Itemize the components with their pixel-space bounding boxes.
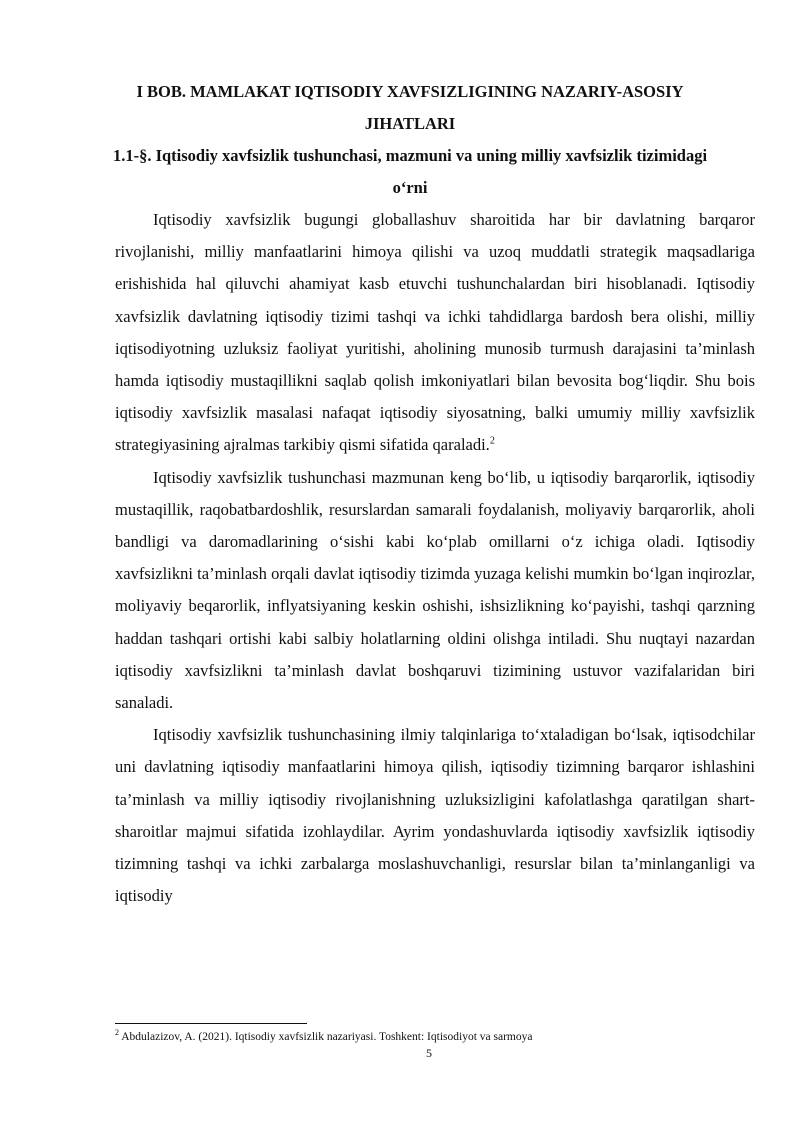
section-title: 1.1-§. Iqtisodiy xavfsizlik tushunchasi, mazmuni va uning milliy xavfsizlik tizimidagi o‘rni [112,146,708,197]
paragraph-1-text: Iqtisodiy xavfsizlik bugungi globallashuv sharoitida har bir davlatning barqaror rivojlanishi, milliy manfaatlarini himoya qilishi va uzoq muddatli strategik maqsadlariga erishishida hal qiluvchi ahamiyat kasb etuvchi tushunchalardan biri hisoblanadi. Iqtisodiy xavfsizlik davlatning iqtisodiy tizimi tashqi va ichki tahdidlarga bardosh bera olishi, milliy iqtisodiyotning uzluksiz faoliyat yuritishi, aholining munosib turmush darajasini ta’minlash hamda iqtisodiy mustaqillikni saqlab qolish imkoniyatlari bilan bevosita bog‘liqdir. Shu bois iqtisodiy xavfsizlik masalasi nafaqat iqtisodiy siyosatning, balki umumiy milliy xavfsizlik strategiyasining ajralmas tarkibiy qismi sifatida qaraladi. [115,210,755,455]
body-text [115,204,755,912]
paragraph-1 [115,204,755,462]
footnote-text: Abdulazizov, A. (2021). Iqtisodiy xavfsizlik nazariyasi. Toshkent: Iqtisodiyot va sarmoya [121,1031,533,1043]
footnote [115,1030,755,1045]
footnote-number: 2 [115,1028,119,1038]
chapter-title: I BOB. MAMLAKAT IQTISODIY XAVFSIZLIGINING NAZARIY-ASOSIY JIHATLARI [136,82,684,133]
footnote-reference: 2 [489,435,495,447]
paragraph-3: Iqtisodiy xavfsizlik tushunchasining ilmiy talqinlariga to‘xtaladigan bo‘lsak, iqtisodchilar uni davlatning iqtisodiy manfaatlarini himoya qilish, iqtisodiy tizimning barqaror ishlashini ta’minlash va milliy iqtisodiy rivojlanishning uzluksizligini kafolatlashga qaratilgan shart-sharoitlar majmui sifatida izohlaydilar. Ayrim yondashuvlarda iqtisodiy xavfsizlik iqtisodiy tizimning tashqi va ichki zarbalarga moslashuvchanligi, resurslar bilan ta’minlanganligi va iqtisodiy [115,725,755,906]
paragraph-2: Iqtisodiy xavfsizlik tushunchasi mazmunan keng bo‘lib, u iqtisodiy barqarorlik, iqtisodiy mustaqillik, raqobatbardoshlik, resurslardan samarali foydalanish, moliyaviy barqarorlik, aholi bandligi va daromadlarining o‘sishi kabi ko‘plab omillarni o‘z ichiga oladi. Iqtisodiy xavfsizlikni ta’minlash orqali davlat iqtisodiy tizimda yuzaga kelishi mumkin bo‘lgan inqirozlar, moliyaviy beqarorlik, inflyatsiyaning keskin oshishi, ishsizlikning ko‘payishi, tashqi qarzning haddan tashqari ortishi kabi salbiy holatlarning oldini olishga intiladi. Shu nuqtayi nazardan iqtisodiy xavfsizlikni ta’minlash davlat boshqaruvi tizimining ustuvor vazifalaridan biri sanaladi. [115,467,755,713]
footnote-separator [115,1023,307,1024]
page-number: 5 [426,1046,432,1060]
